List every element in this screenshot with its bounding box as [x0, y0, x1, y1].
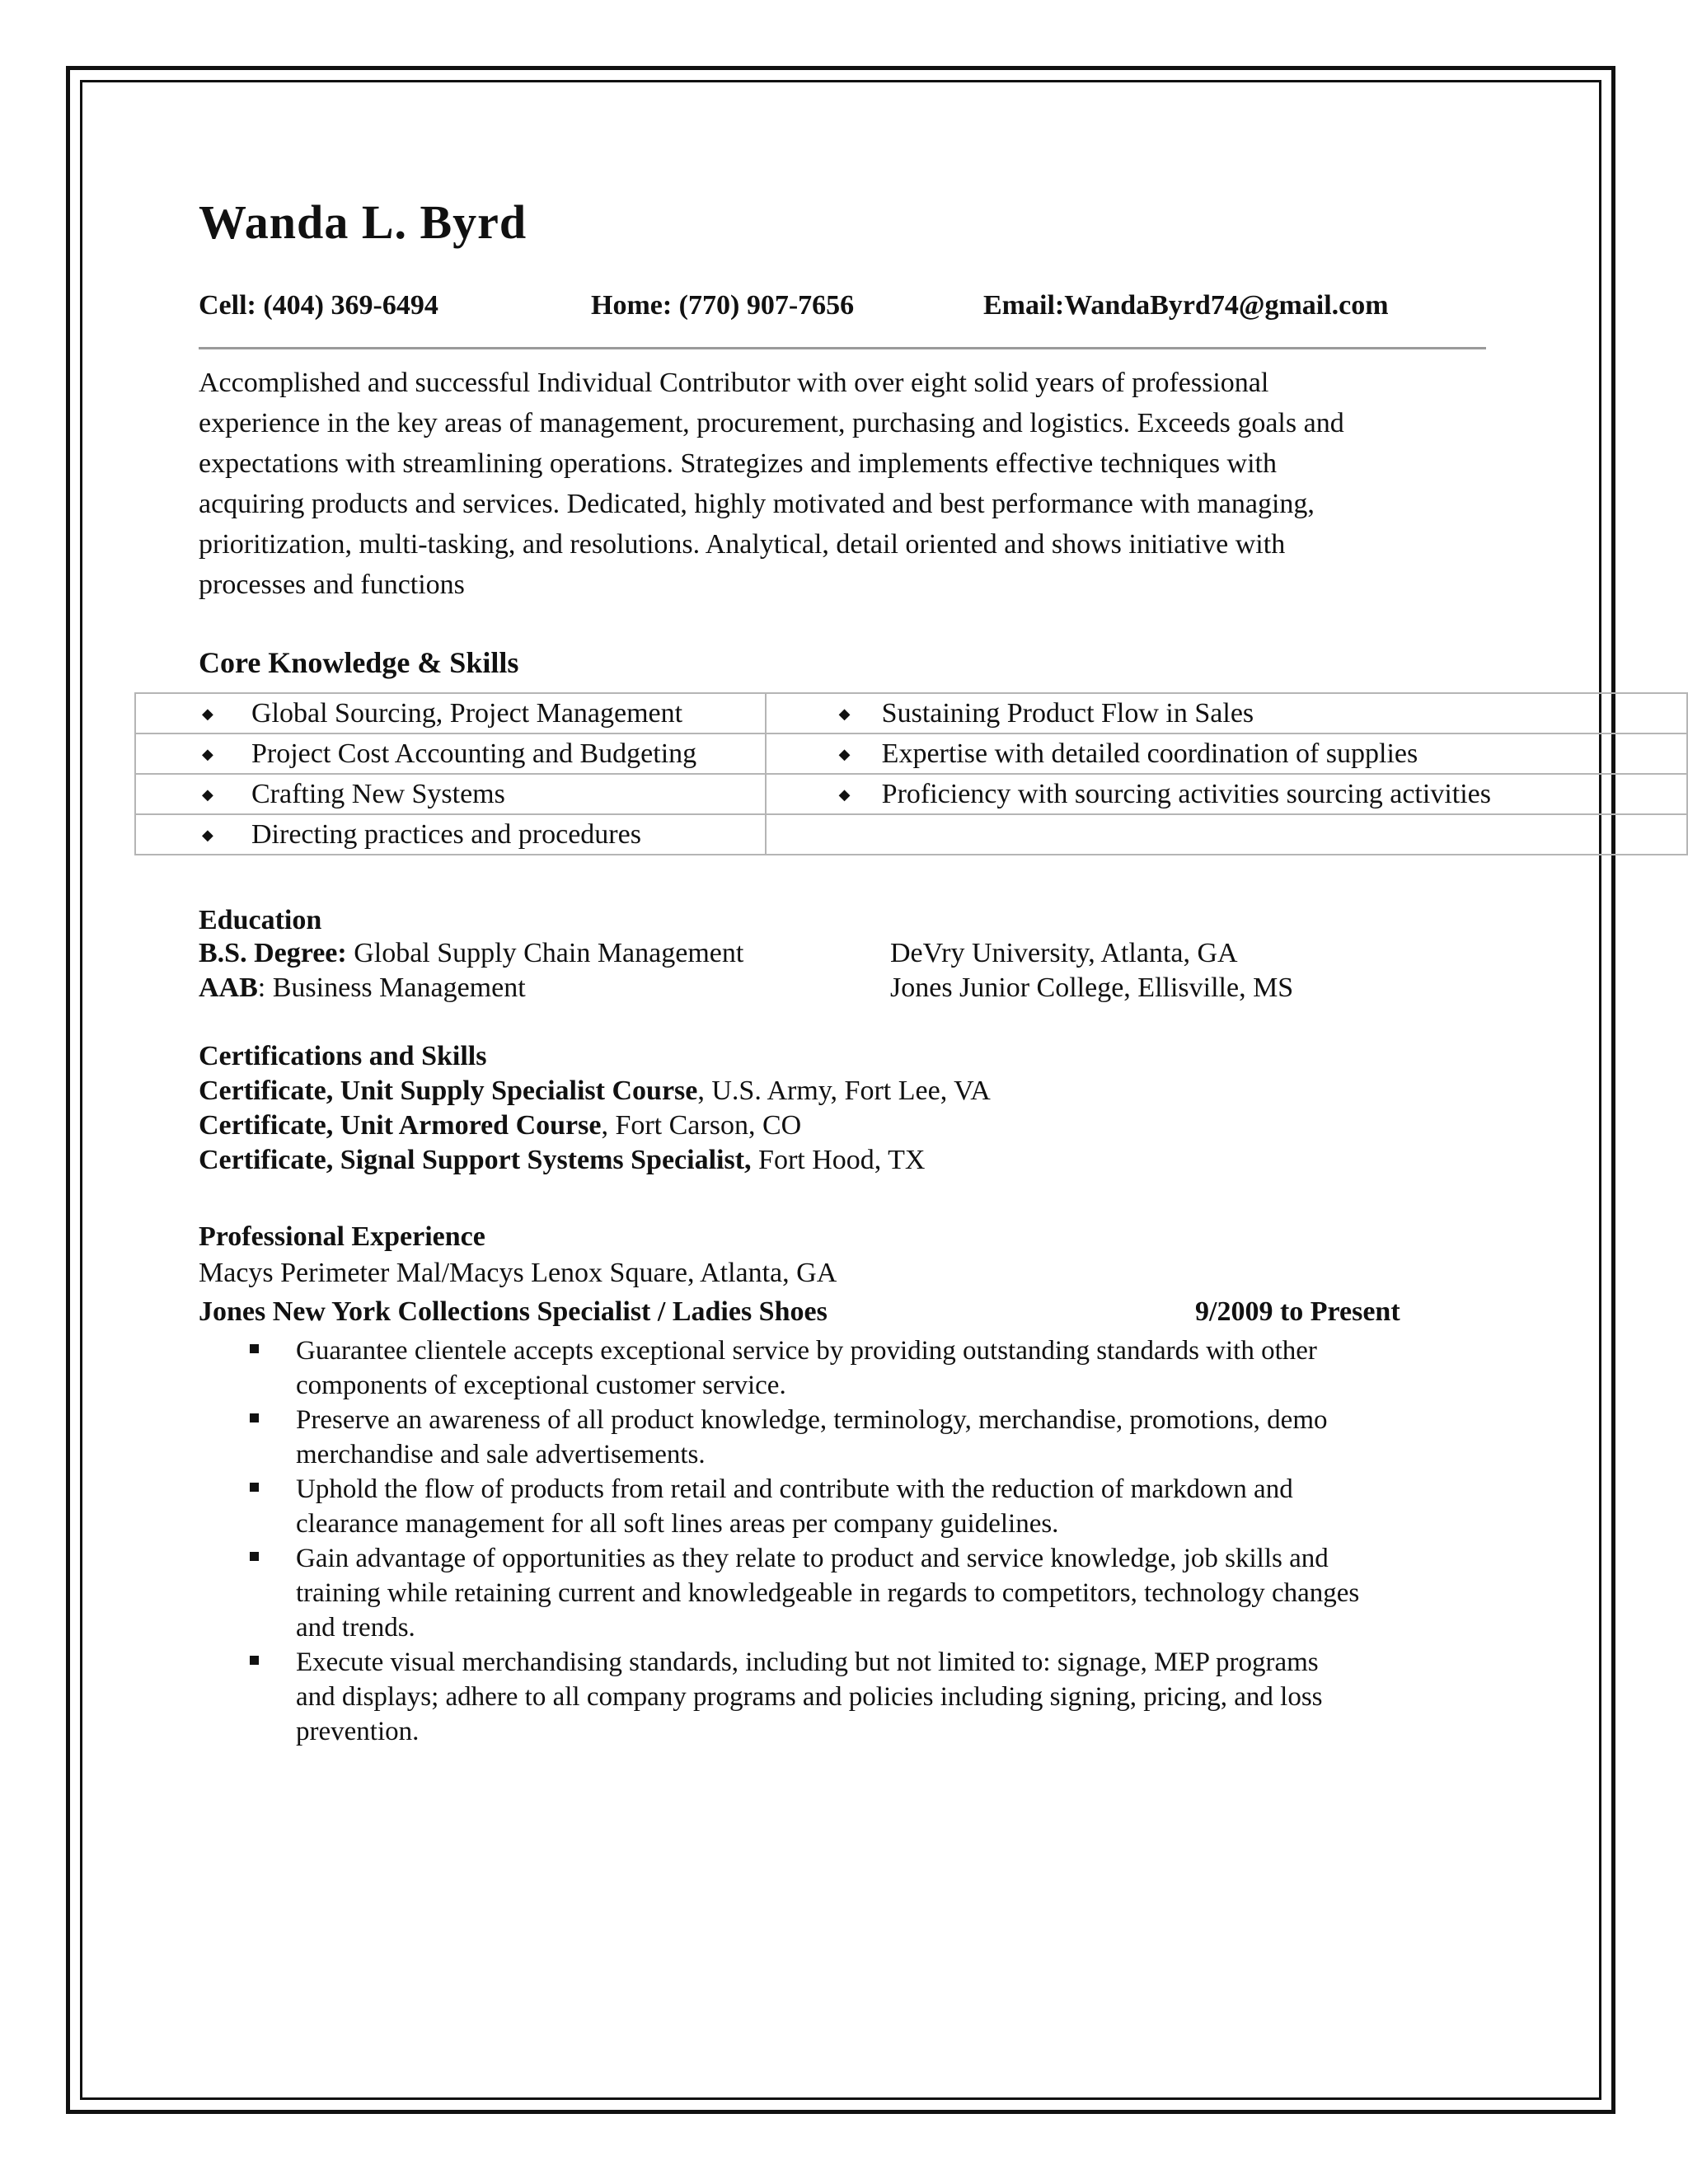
core-skills-table — [134, 692, 1688, 855]
square-bullet-icon — [250, 1552, 259, 1561]
diamond-bullet-icon: ◆ — [202, 786, 213, 803]
experience-dates: 9/2009 to Present — [1195, 1296, 1400, 1327]
skill-cell — [135, 774, 766, 814]
bullet-line: and displays; adhere to all company programs and policies including signing, pricing, and loss — [296, 1682, 1323, 1712]
skill-cell — [766, 733, 1687, 774]
bullet-line: Guarantee clientele accepts exceptional service by providing outstanding standards with other — [296, 1336, 1317, 1366]
summary-line: prioritization, multi-tasking, and resolutions. Analytical, detail oriented and shows initiative with — [199, 529, 1286, 560]
list-item — [199, 1403, 1517, 1472]
square-bullet-icon — [250, 1656, 259, 1665]
degree-field: : Business Management — [257, 972, 526, 1003]
square-bullet-icon — [250, 1483, 259, 1492]
list-item — [199, 1333, 1517, 1403]
table-row — [135, 774, 1687, 814]
summary-line: Accomplished and successful Individual Contributor with over eight solid years of professional — [199, 368, 1269, 398]
certification-location: , U.S. Army, Fort Lee, VA — [697, 1076, 991, 1106]
bullet-line: Uphold the flow of products from retail and contribute with the reduction of markdown and — [296, 1474, 1293, 1504]
diamond-bullet-icon: ◆ — [202, 746, 213, 762]
skill-text: Directing practices and procedures — [251, 818, 641, 850]
contact-home: Home: (770) 907-7656 — [591, 290, 855, 321]
skill-cell-empty — [766, 814, 1687, 855]
diamond-bullet-icon: ◆ — [202, 827, 213, 843]
contact-cell: Cell: (404) 369-6494 — [199, 290, 438, 321]
summary-line: acquiring products and services. Dedicated, highly motivated and best performance with managing, — [199, 489, 1315, 519]
experience-bullets — [199, 1333, 1517, 1749]
education-heading: Education — [199, 905, 322, 935]
list-item — [199, 1472, 1517, 1541]
skill-text: Expertise with detailed coordination of supplies — [881, 738, 1418, 769]
bullet-line: Execute visual merchandising standards, including but not limited to: signage, MEP programs — [296, 1647, 1319, 1677]
summary-line: processes and functions — [199, 569, 465, 600]
certification-entry — [199, 1145, 926, 1176]
skill-cell — [135, 814, 766, 855]
bullet-line: merchandise and sale advertisements. — [296, 1440, 706, 1469]
summary — [199, 363, 1501, 605]
bullet-line: prevention. — [296, 1717, 420, 1746]
contact-email: Email:WandaByrd74@gmail.com — [983, 290, 1389, 321]
summary-line: expectations with streamlining operations. Strategizes and implements effective techniques with — [199, 448, 1278, 479]
bullet-line: clearance management for all soft lines areas per company guidelines. — [296, 1509, 1059, 1539]
certification-title: Certificate, Unit Armored Course — [199, 1110, 602, 1141]
certification-location: Fort Hood, TX — [751, 1145, 926, 1175]
experience-employer: Macys Perimeter Mal/Macys Lenox Square, Atlanta, GA — [199, 1258, 837, 1288]
experience-heading: Professional Experience — [199, 1221, 485, 1252]
certification-title: Certificate, Signal Support Systems Specialist, — [199, 1145, 752, 1175]
table-row — [135, 814, 1687, 855]
bullet-line: Preserve an awareness of all product knowledge, terminology, merchandise, promotions, demo — [296, 1405, 1328, 1435]
degree-label: B.S. Degree: — [199, 938, 347, 968]
certification-title: Certificate, Unit Supply Specialist Course — [199, 1076, 698, 1106]
certifications-heading: Certifications and Skills — [199, 1041, 487, 1071]
skill-cell — [135, 693, 766, 733]
summary-line: experience in the key areas of management, procurement, purchasing and logistics. Exceeds goals and — [199, 408, 1344, 438]
bullet-line: components of exceptional customer service. — [296, 1371, 786, 1400]
skill-cell — [766, 774, 1687, 814]
diamond-bullet-icon: ◆ — [838, 746, 851, 762]
education-entry — [199, 938, 743, 969]
diamond-bullet-icon: ◆ — [838, 705, 851, 722]
bullet-line: and trends. — [296, 1613, 415, 1643]
list-item — [199, 1541, 1517, 1645]
degree-label: AAB — [199, 972, 258, 1003]
resume-name: Wanda L. Byrd — [199, 195, 528, 249]
education-school: Jones Junior College, Ellisville, MS — [890, 972, 1294, 1003]
square-bullet-icon — [250, 1413, 259, 1422]
table-row — [135, 733, 1687, 774]
bullet-line: training while retaining current and knowledgeable in regards to competitors, technology changes — [296, 1578, 1360, 1608]
certification-entry — [199, 1076, 991, 1107]
skill-text: Project Cost Accounting and Budgeting — [251, 738, 697, 769]
experience-role: Jones New York Collections Specialist / Ladies Shoes — [199, 1296, 828, 1327]
skill-cell — [135, 733, 766, 774]
square-bullet-icon — [250, 1344, 259, 1353]
education-entry — [199, 972, 526, 1004]
certification-entry — [199, 1110, 801, 1141]
skill-cell — [766, 693, 1687, 733]
header-divider — [199, 347, 1486, 349]
table-row — [135, 693, 1687, 733]
skill-text: Proficiency with sourcing activities sourcing activities — [881, 778, 1491, 809]
skill-text: Global Sourcing, Project Management — [251, 697, 683, 729]
core-skills-heading: Core Knowledge & Skills — [199, 646, 519, 679]
diamond-bullet-icon: ◆ — [838, 786, 851, 803]
certification-location: , Fort Carson, CO — [601, 1110, 802, 1141]
education-school: DeVry University, Atlanta, GA — [890, 938, 1238, 968]
diamond-bullet-icon: ◆ — [202, 705, 213, 722]
list-item — [199, 1645, 1517, 1749]
skill-text: Sustaining Product Flow in Sales — [881, 697, 1254, 729]
skill-text: Crafting New Systems — [251, 778, 505, 809]
degree-field: Global Supply Chain Management — [346, 938, 744, 968]
bullet-line: Gain advantage of opportunities as they relate to product and service knowledge, job skills and — [296, 1544, 1329, 1573]
